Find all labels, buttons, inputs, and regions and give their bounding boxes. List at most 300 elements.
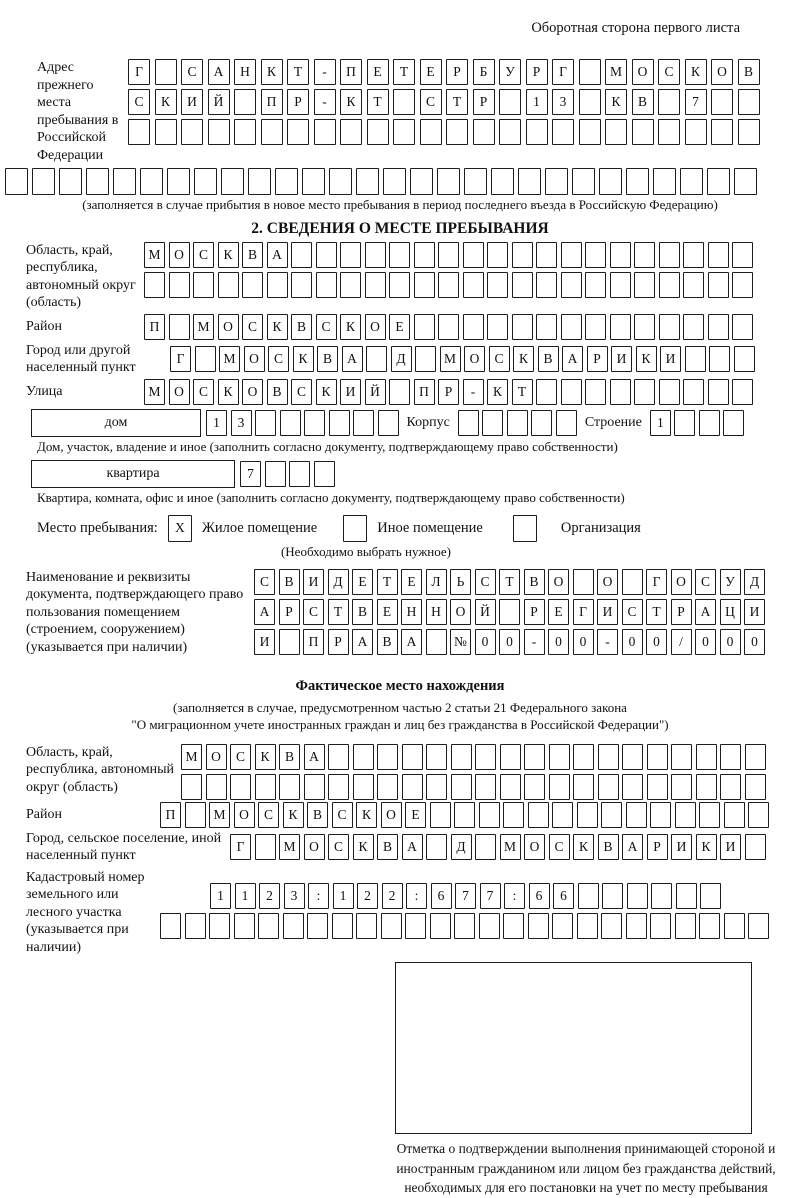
confirmation-stamp-note: Отметка о подтверждении выполнения принимающей стороной и иностранным гражданином или лицом без гражданства действий, необходимых для его постановки на учет по месту пребывания [396, 1141, 776, 1196]
document-row-2 [254, 599, 765, 625]
actual-city-row [230, 834, 766, 860]
char-cell [181, 119, 203, 145]
char-cell [675, 802, 696, 828]
char-cell: П [261, 89, 283, 115]
char-cell [552, 119, 574, 145]
char-cell: В [291, 314, 312, 340]
char-cell: О [244, 346, 265, 372]
char-cell [748, 802, 769, 828]
korpus-cells [458, 410, 577, 436]
char-cell: 3 [284, 883, 305, 909]
char-cell: В [524, 569, 545, 595]
char-cell: В [279, 569, 300, 595]
apartment-note: Квартира, комната, офис и иное (заполнить согласно документу, подтверждающему право собственности) [37, 489, 625, 505]
char-cell [499, 119, 521, 145]
char-cell [381, 913, 402, 939]
char-cell [287, 119, 309, 145]
char-cell [410, 168, 433, 195]
char-cell [601, 802, 622, 828]
char-cell: О [206, 744, 227, 770]
char-cell [732, 242, 753, 268]
char-cell: 1 [210, 883, 231, 909]
char-cell: 2 [382, 883, 403, 909]
char-cell [340, 272, 361, 298]
char-cell: - [524, 629, 545, 655]
char-cell: И [720, 834, 741, 860]
char-cell [683, 314, 704, 340]
char-cell: Е [389, 314, 410, 340]
char-cell [610, 379, 631, 405]
cadastral-row-2 [160, 913, 769, 939]
char-cell: К [685, 59, 707, 85]
char-cell: 0 [475, 629, 496, 655]
char-cell: С [316, 314, 337, 340]
document-block [26, 569, 774, 657]
char-cell: Ц [720, 599, 741, 625]
char-cell [599, 168, 622, 195]
char-cell [500, 744, 521, 770]
char-cell [86, 168, 109, 195]
char-cell [634, 242, 655, 268]
char-cell: О [381, 802, 402, 828]
char-cell: Д [451, 834, 472, 860]
char-cell: В [267, 379, 288, 405]
char-cell [651, 883, 672, 909]
char-cell: К [218, 242, 239, 268]
char-cell: И [181, 89, 203, 115]
char-cell [552, 913, 573, 939]
char-cell: И [660, 346, 681, 372]
char-cell [732, 379, 753, 405]
char-cell: У [499, 59, 521, 85]
char-cell [59, 168, 82, 195]
char-cell [454, 913, 475, 939]
char-cell [723, 410, 744, 436]
char-cell: С [489, 346, 510, 372]
char-cell [194, 168, 217, 195]
char-cell [430, 913, 451, 939]
char-cell [674, 410, 695, 436]
char-cell [5, 168, 28, 195]
char-cell [585, 242, 606, 268]
char-cell [438, 314, 459, 340]
char-cell [671, 744, 692, 770]
char-cell: Е [367, 59, 389, 85]
char-cell [499, 89, 521, 115]
char-cell [451, 744, 472, 770]
char-cell: 0 [499, 629, 520, 655]
char-cell: 0 [622, 629, 643, 655]
char-cell [536, 379, 557, 405]
char-cell: 0 [548, 629, 569, 655]
char-cell: П [160, 802, 181, 828]
char-cell [314, 119, 336, 145]
char-cell: Т [367, 89, 389, 115]
actual-district-row [160, 802, 769, 828]
char-cell: А [402, 834, 423, 860]
street-label: Улица [26, 384, 63, 400]
char-cell: Р [446, 59, 468, 85]
city-block [26, 342, 774, 377]
char-cell: Н [426, 599, 447, 625]
char-cell: О [169, 242, 190, 268]
char-cell [653, 168, 676, 195]
char-cell [426, 744, 447, 770]
char-cell [579, 59, 601, 85]
char-cell [367, 119, 389, 145]
char-cell [499, 599, 520, 625]
char-cell [685, 346, 706, 372]
char-cell [185, 802, 206, 828]
char-cell: Н [234, 59, 256, 85]
char-cell: 3 [231, 410, 252, 436]
char-cell: П [144, 314, 165, 340]
char-cell [622, 774, 643, 800]
char-cell [414, 242, 435, 268]
char-cell [671, 774, 692, 800]
stay-type-block [37, 515, 774, 542]
char-cell [393, 119, 415, 145]
char-cell [748, 913, 769, 939]
char-cell [475, 774, 496, 800]
char-cell: С [291, 379, 312, 405]
char-cell [622, 744, 643, 770]
char-cell: В [632, 89, 654, 115]
char-cell [113, 168, 136, 195]
char-cell: Й [208, 89, 230, 115]
char-cell [475, 834, 496, 860]
char-cell [291, 242, 312, 268]
char-cell [724, 913, 745, 939]
char-cell: : [406, 883, 427, 909]
char-cell [195, 346, 216, 372]
char-cell [745, 774, 766, 800]
char-cell [258, 913, 279, 939]
char-cell [577, 913, 598, 939]
char-cell: С [475, 569, 496, 595]
char-cell: 7 [685, 89, 707, 115]
apartment-box: квартира [31, 460, 235, 488]
char-cell [601, 913, 622, 939]
char-cell: С [254, 569, 275, 595]
char-cell: 1 [526, 89, 548, 115]
char-cell: Д [328, 569, 349, 595]
char-cell: А [342, 346, 363, 372]
char-cell: К [155, 89, 177, 115]
char-cell: Р [279, 599, 300, 625]
actual-region-row-2 [181, 774, 766, 800]
document-row-1 [254, 569, 765, 595]
char-cell [676, 883, 697, 909]
char-cell: И [671, 834, 692, 860]
char-cell [626, 913, 647, 939]
char-cell: 0 [573, 629, 594, 655]
char-cell [234, 89, 256, 115]
char-cell: К [356, 802, 377, 828]
korpus-label: Корпус [406, 414, 450, 430]
char-cell: И [303, 569, 324, 595]
prev-address-row-3 [128, 119, 760, 145]
char-cell [389, 272, 410, 298]
cadastral-row-1 [210, 883, 769, 909]
char-cell [415, 346, 436, 372]
char-cell: Ь [450, 569, 471, 595]
char-cell [699, 410, 720, 436]
char-cell: - [314, 89, 336, 115]
char-cell: Е [405, 802, 426, 828]
actual-city-block [26, 830, 774, 865]
char-cell [302, 168, 325, 195]
region-block [26, 242, 774, 312]
char-cell [487, 314, 508, 340]
char-cell: В [352, 599, 373, 625]
char-cell [328, 774, 349, 800]
char-cell [659, 272, 680, 298]
char-cell [685, 119, 707, 145]
char-cell [680, 168, 703, 195]
char-cell: А [254, 599, 275, 625]
char-cell: 6 [553, 883, 574, 909]
char-cell [255, 774, 276, 800]
char-cell [242, 272, 263, 298]
char-cell: К [696, 834, 717, 860]
char-cell: / [671, 629, 692, 655]
char-cell: К [573, 834, 594, 860]
char-cell: И [254, 629, 275, 655]
char-cell: М [193, 314, 214, 340]
char-cell: - [314, 59, 336, 85]
char-cell: 6 [431, 883, 452, 909]
char-cell [720, 774, 741, 800]
char-cell [316, 272, 337, 298]
char-cell [561, 379, 582, 405]
char-cell [658, 119, 680, 145]
char-cell [602, 883, 623, 909]
char-cell [230, 774, 251, 800]
char-cell [383, 168, 406, 195]
char-cell [437, 168, 460, 195]
house-note: Дом, участок, владение и иное (заполнить согласно документу, подтверждающему право собственности) [37, 438, 618, 454]
char-cell [430, 802, 451, 828]
char-cell [451, 774, 472, 800]
char-cell: : [504, 883, 525, 909]
char-cell: Т [512, 379, 533, 405]
prev-address-row-4 [5, 168, 774, 195]
char-cell [446, 119, 468, 145]
char-cell: Й [365, 379, 386, 405]
house-number-cells [206, 410, 399, 436]
char-cell [626, 168, 649, 195]
char-cell [279, 774, 300, 800]
char-cell: Г [646, 569, 667, 595]
char-cell: С [622, 599, 643, 625]
char-cell: С [268, 346, 289, 372]
char-cell [598, 744, 619, 770]
actual-city-label: Город, сельское поселение, иной населенный пункт [26, 830, 222, 864]
char-cell [549, 774, 570, 800]
char-cell [518, 168, 541, 195]
char-cell [155, 59, 177, 85]
char-cell [307, 913, 328, 939]
char-cell [724, 802, 745, 828]
char-cell [683, 272, 704, 298]
street-block [26, 379, 774, 405]
char-cell [218, 272, 239, 298]
char-cell [487, 272, 508, 298]
prev-address-row-2 [128, 89, 760, 115]
char-cell: К [487, 379, 508, 405]
char-cell [304, 410, 325, 436]
apartment-block [31, 460, 774, 488]
char-cell: О [464, 346, 485, 372]
prev-address-note: (заполняется в случае прибытия в новое место пребывания в период последнего въезда в Российскую Федерацию) [82, 197, 718, 212]
char-cell: В [598, 834, 619, 860]
char-cell: В [538, 346, 559, 372]
char-cell: Р [473, 89, 495, 115]
stay-option-residential-checkbox: X [168, 515, 192, 542]
char-cell [340, 119, 362, 145]
char-cell [458, 410, 479, 436]
char-cell: В [738, 59, 760, 85]
char-cell [193, 272, 214, 298]
char-cell: В [377, 629, 398, 655]
char-cell: Т [446, 89, 468, 115]
char-cell: Е [420, 59, 442, 85]
stay-option-organization-checkbox [513, 515, 537, 542]
char-cell: К [340, 89, 362, 115]
char-cell [556, 410, 577, 436]
char-cell: К [636, 346, 657, 372]
char-cell [561, 314, 582, 340]
char-cell: И [611, 346, 632, 372]
char-cell [283, 913, 304, 939]
char-cell [507, 410, 528, 436]
char-cell [155, 119, 177, 145]
char-cell [144, 272, 165, 298]
char-cell [491, 168, 514, 195]
char-cell [708, 242, 729, 268]
char-cell: С [242, 314, 263, 340]
char-cell [32, 168, 55, 195]
char-cell [377, 774, 398, 800]
char-cell [734, 168, 757, 195]
char-cell: Р [524, 599, 545, 625]
char-cell: А [304, 744, 325, 770]
char-cell: Е [548, 599, 569, 625]
char-cell: П [414, 379, 435, 405]
char-cell: В [317, 346, 338, 372]
char-cell [366, 346, 387, 372]
char-cell [650, 802, 671, 828]
actual-location-note-1: (заполняется в случае, предусмотренном частью 2 статьи 21 Федерального закона [173, 700, 627, 716]
char-cell: О [450, 599, 471, 625]
char-cell: С [695, 569, 716, 595]
char-cell [650, 913, 671, 939]
char-cell: Т [646, 599, 667, 625]
actual-region-cells [181, 744, 766, 800]
char-cell [738, 89, 760, 115]
char-cell [610, 242, 631, 268]
char-cell: Т [287, 59, 309, 85]
char-cell: К [605, 89, 627, 115]
char-cell [549, 744, 570, 770]
char-cell: Г [573, 599, 594, 625]
actual-location-title: Фактическое место нахождения [295, 678, 505, 695]
district-block [26, 314, 774, 340]
char-cell: О [365, 314, 386, 340]
city-row [170, 346, 755, 372]
document-label: Наименование и реквизиты документа, подтверждающего право пользования помещением (строением, сооружением) (указывается при наличии) [26, 569, 244, 655]
actual-district-block [26, 802, 774, 828]
char-cell: В [279, 744, 300, 770]
char-cell [711, 119, 733, 145]
char-cell [634, 314, 655, 340]
char-cell [426, 629, 447, 655]
char-cell [328, 744, 349, 770]
char-cell [536, 272, 557, 298]
char-cell [234, 913, 255, 939]
char-cell: С [328, 834, 349, 860]
char-cell [528, 802, 549, 828]
char-cell [622, 569, 643, 595]
char-cell [579, 89, 601, 115]
stay-option-residential-label: Жилое помещение [201, 519, 318, 536]
char-cell [598, 774, 619, 800]
char-cell [261, 119, 283, 145]
stroenie-label: Строение [584, 414, 642, 430]
stay-option-other-checkbox [343, 515, 367, 542]
region-cells [144, 242, 753, 298]
char-cell: С [420, 89, 442, 115]
char-cell: К [353, 834, 374, 860]
char-cell [280, 410, 301, 436]
region-label: Область, край, республика, автономный округ (область) [26, 242, 136, 311]
char-cell [356, 168, 379, 195]
char-cell [329, 168, 352, 195]
document-row-3 [254, 629, 765, 655]
char-cell [267, 272, 288, 298]
char-cell: К [267, 314, 288, 340]
char-cell [128, 119, 150, 145]
char-cell: К [513, 346, 534, 372]
char-cell [675, 913, 696, 939]
char-cell: М [440, 346, 461, 372]
char-cell [634, 379, 655, 405]
char-cell: О [524, 834, 545, 860]
char-cell [316, 242, 337, 268]
char-cell [579, 119, 601, 145]
char-cell [314, 461, 335, 487]
char-cell [169, 272, 190, 298]
char-cell: С [332, 802, 353, 828]
char-cell: О [597, 569, 618, 595]
actual-district-label: Район [26, 807, 62, 823]
char-cell: М [279, 834, 300, 860]
char-cell [275, 168, 298, 195]
char-cell [209, 913, 230, 939]
char-cell: К [293, 346, 314, 372]
char-cell [552, 802, 573, 828]
char-cell [389, 242, 410, 268]
actual-region-row-1 [181, 744, 766, 770]
char-cell: Т [328, 599, 349, 625]
char-cell [463, 314, 484, 340]
char-cell: М [181, 744, 202, 770]
char-cell [353, 410, 374, 436]
char-cell [503, 913, 524, 939]
char-cell [561, 272, 582, 298]
char-cell [573, 744, 594, 770]
